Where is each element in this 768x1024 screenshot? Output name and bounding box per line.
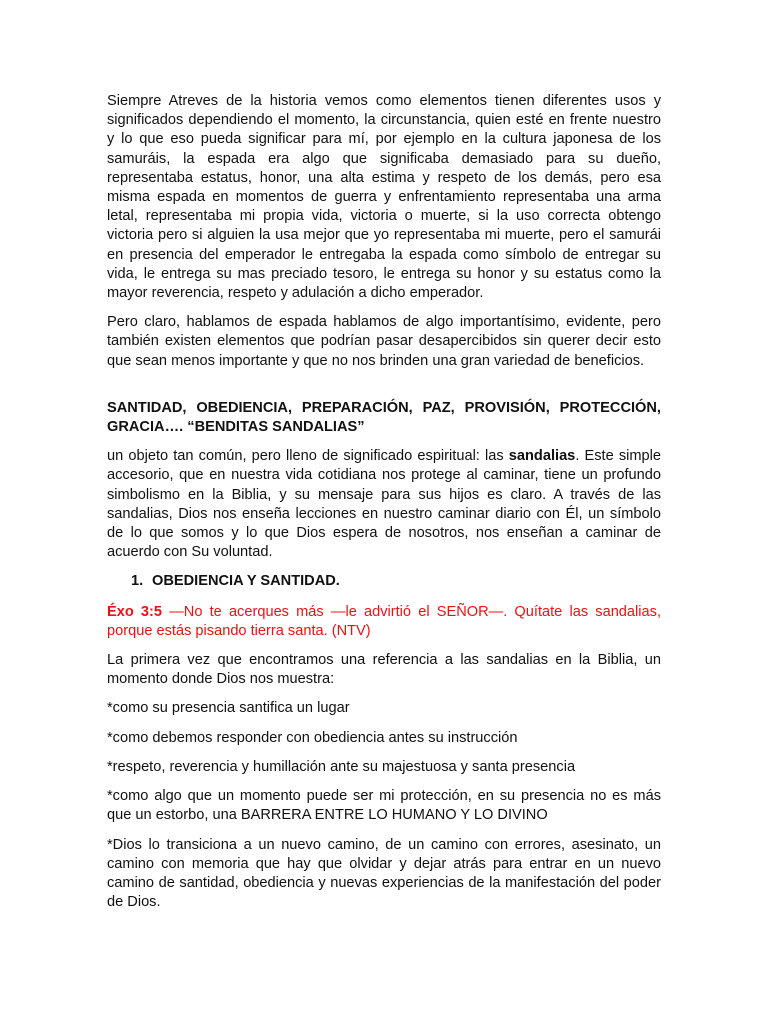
intro-bold-word: sandalias [508, 448, 576, 465]
intro-text-after: . Este simple accesorio, que en nuestra vida cotidiana nos protege al caminar, tiene un profundo simbolismo en la Biblia, y su mensaje para sus hijos es claro. A través de las sandalias, Dios nos enseña lecciones en nuestro caminar diario con Él, un símbolo de lo que somos y lo que Dios espera de nosotros, nos enseñan a caminar de acuerdo con Su voluntad. [107, 448, 661, 561]
paragraph-espada: Pero claro, hablamos de espada hablamos de algo importantísimo, evidente, pero también existen elementos que podrían pasar desapercibidos sin querer decir esto que sean menos importante y que no nos brinden una gran variedad de beneficios. [107, 314, 661, 369]
list-item: *como debemos responder con obediencia antes su instrucción [107, 729, 518, 746]
verse-text: —No te acerques más —le advirtió el SEÑOR—. Quítate las sandalias, porque estás pisando tierra santa. (NTV) [107, 603, 661, 639]
list-item: *como su presencia santifica un lugar [107, 700, 350, 717]
section-heading: SANTIDAD, OBEDIENCIA, PREPARACIÓN, PAZ, PROVISIÓN, PROTECCIÓN, GRACIA…. “BENDITAS SANDALIAS” [107, 399, 661, 436]
intro-text-before: un objeto tan común, pero lleno de significado espiritual: las [107, 448, 509, 465]
bible-verse [107, 603, 661, 641]
paragraph-first-reference: La primera vez que encontramos una referencia a las sandalias en la Biblia, un momento donde Dios nos muestra: [107, 652, 661, 688]
section-1-title [131, 572, 661, 591]
paragraph-intro [107, 447, 661, 562]
verse-reference: Éxo 3:5 [107, 603, 163, 620]
document-page [107, 92, 661, 922]
list-item: *respeto, reverencia y humillación ante su majestuosa y santa presencia [107, 758, 576, 775]
section-1-number: 1. [131, 573, 144, 590]
section-1-label: OBEDIENCIA Y SANTIDAD. [152, 573, 340, 590]
list-item: *como algo que un momento puede ser mi protección, en su presencia no es más que un estorbo, una BARRERA ENTRE LO HUMANO Y LO DIVINO [107, 788, 661, 824]
list-item: *Dios lo transiciona a un nuevo camino, de un camino con errores, asesinato, un camino con memoria que hay que olvidar y dejar atrás para entrar en un nuevo camino de santidad, obediencia y nuevas experiencias de la manifestación del poder de Dios. [107, 836, 661, 911]
paragraph-samurai: Siempre Atreves de la historia vemos como elementos tienen diferentes usos y significados dependiendo el momento, la circunstancia, quien esté en frente nuestro y lo que eso pueda significar para mí, por ejemplo en la cultura japonesa de los samuráis, la espada era algo que significaba demasiado para su dueño, representaba estatus, honor, una alta estima y respeto de los demás, pero esa misma espada en momentos de guerra y enfrentamiento representaba una arma letal, representaba mi propia vida, victoria o muerte, si la uso correcta obtengo victoria pero si alguien la usa mejor que yo representaba mi muerte, pero el samurái en presencia del emperador le entregaba la espada como símbolo de entregar su vida, le entrega su mas preciado tesoro, le entrega su honor y su estatus como la mayor reverencia, respeto y adulación a dicho emperador. [107, 93, 661, 302]
